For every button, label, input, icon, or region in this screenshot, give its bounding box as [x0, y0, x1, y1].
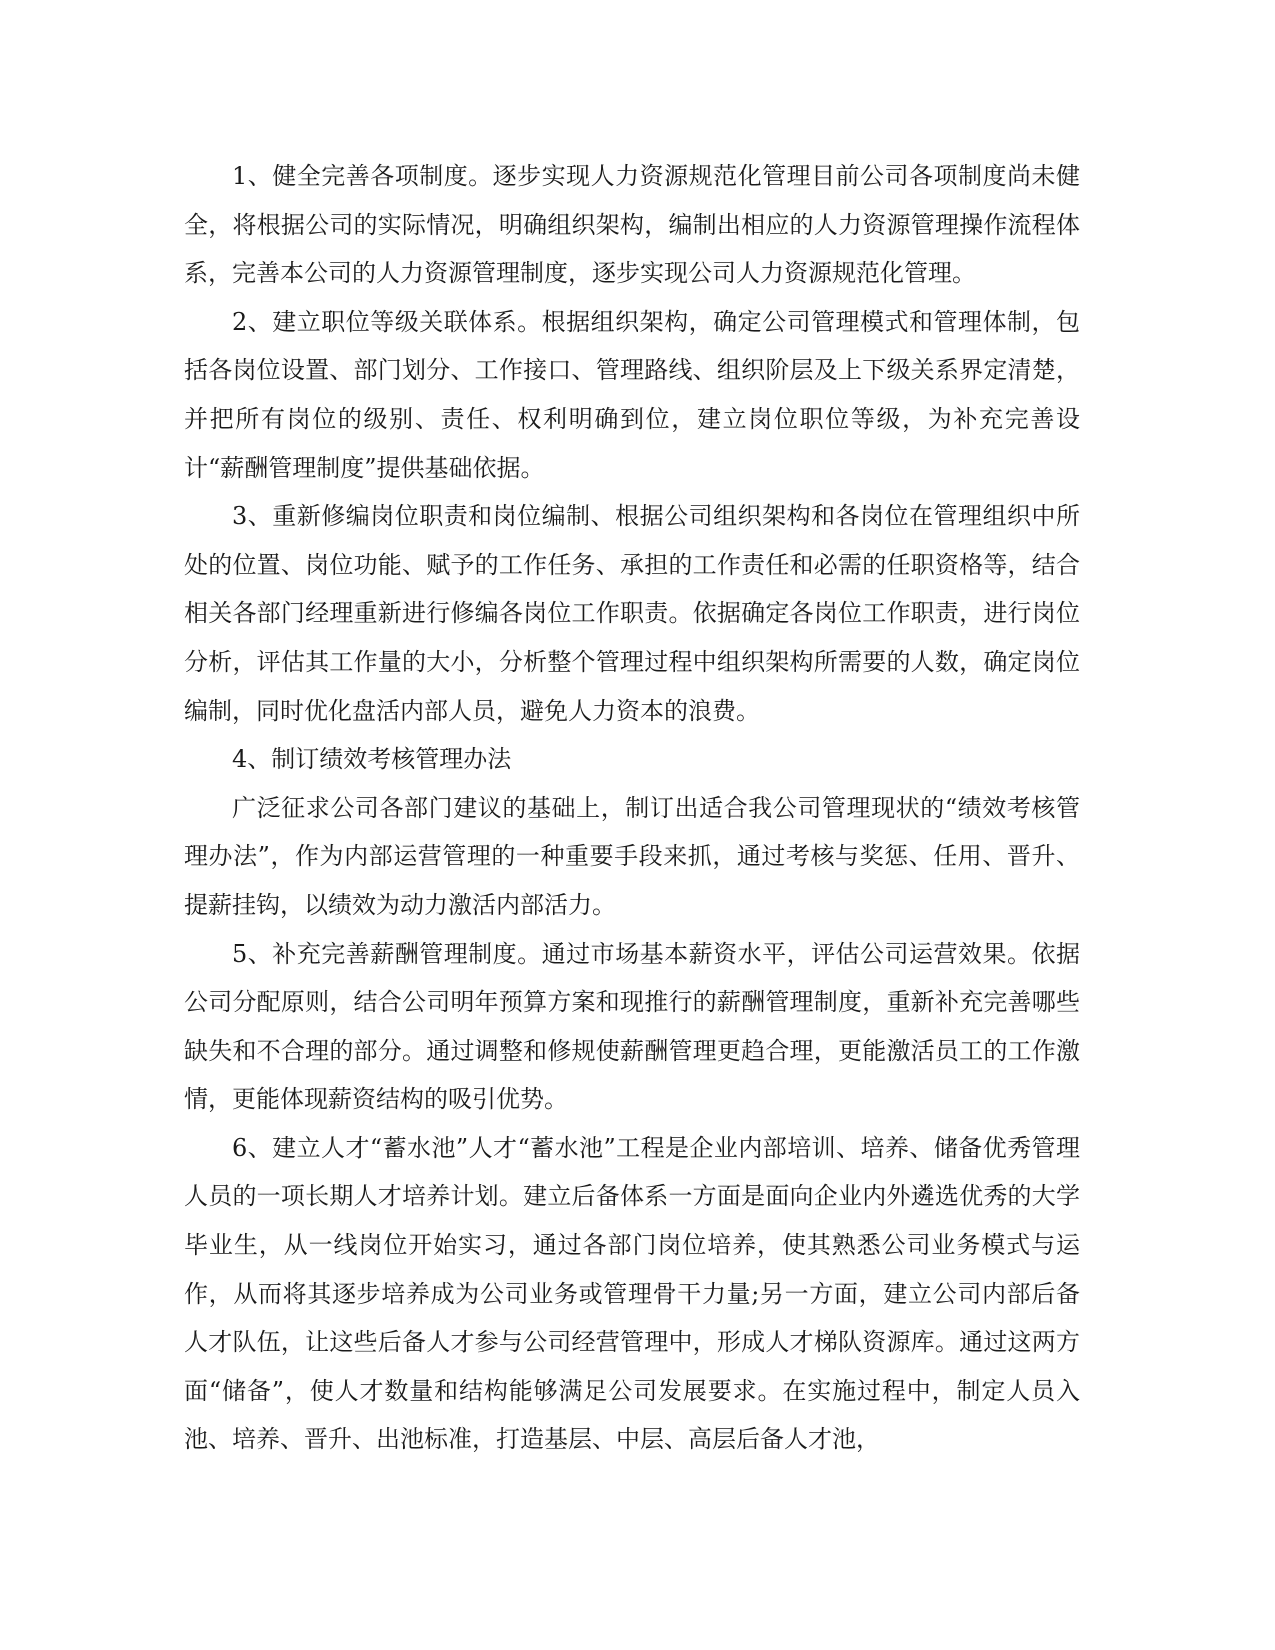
paragraph-6: 5、补充完善薪酬管理制度。通过市场基本薪资水平，评估公司运营效果。依据公司分配原则，结合公司明年预算方案和现推行的薪酬管理制度，重新补充完善哪些缺失和不合理的部分。通过调整和修规使薪酬管理更趋合理，更能激活员工的工作激情，更能体现薪资结构的吸引优势。 — [184, 939, 1080, 1114]
paragraph-5: 广泛征求公司各部门建议的基础上，制订出适合我公司管理现状的“绩效考核管理办法”，作为内部运营管理的一种重要手段来抓，通过考核与奖惩、任用、晋升、提薪挂钩，以绩效为动力激活内部活力。 — [184, 793, 1080, 919]
paragraph-7: 6、建立人才“蓄水池”人才“蓄水池”工程是企业内部培训、培养、储备优秀管理人员的一项长期人才培养计划。建立后备体系一方面是面向企业内外遴选优秀的大学毕业生，从一线岗位开始实习，通过各部门岗位培养，使其熟悉公司业务模式与运作，从而将其逐步培养成为公司业务或管理骨干力量;另一方面，建立公司内部后备人才队伍，让这些后备人才参与公司经营管理中，形成人才梯队资源库。通过这两方面“储备”，使人才数量和结构能够满足公司发展要求。在实施过程中，制定人员入池、培养、晋升、出池标准，打造基层、中层、高层后备人才池， — [184, 1133, 1080, 1454]
paragraph-4-heading: 4、制订绩效考核管理办法 — [232, 745, 512, 774]
paragraph-2: 2、建立职位等级关联体系。根据组织架构，确定公司管理模式和管理体制，包括各岗位设置、部门划分、工作接口、管理路线、组织阶层及上下级关系界定清楚，并把所有岗位的级别、责任、权利明确到位，建立岗位职位等级，为补充完善设计“薪酬管理制度”提供基础依据。 — [184, 307, 1080, 482]
paragraph-1: 1、健全完善各项制度。逐步实现人力资源规范化管理目前公司各项制度尚未健全，将根据公司的实际情况，明确组织架构，编制出相应的人力资源管理操作流程体系，完善本公司的人力资源管理制度，逐步实现公司人力资源规范化管理。 — [184, 162, 1080, 288]
paragraph-3: 3、重新修编岗位职责和岗位编制、根据公司组织架构和各岗位在管理组织中所处的位置、岗位功能、赋予的工作任务、承担的工作责任和必需的任职资格等，结合相关各部门经理重新进行修编各岗位工作职责。依据确定各岗位工作职责，进行岗位分析，评估其工作量的大小，分析整个管理过程中组织架构所需要的人数，确定岗位编制，同时优化盘活内部人员，避免人力资本的浪费。 — [184, 502, 1080, 725]
document-body — [184, 152, 1080, 1464]
